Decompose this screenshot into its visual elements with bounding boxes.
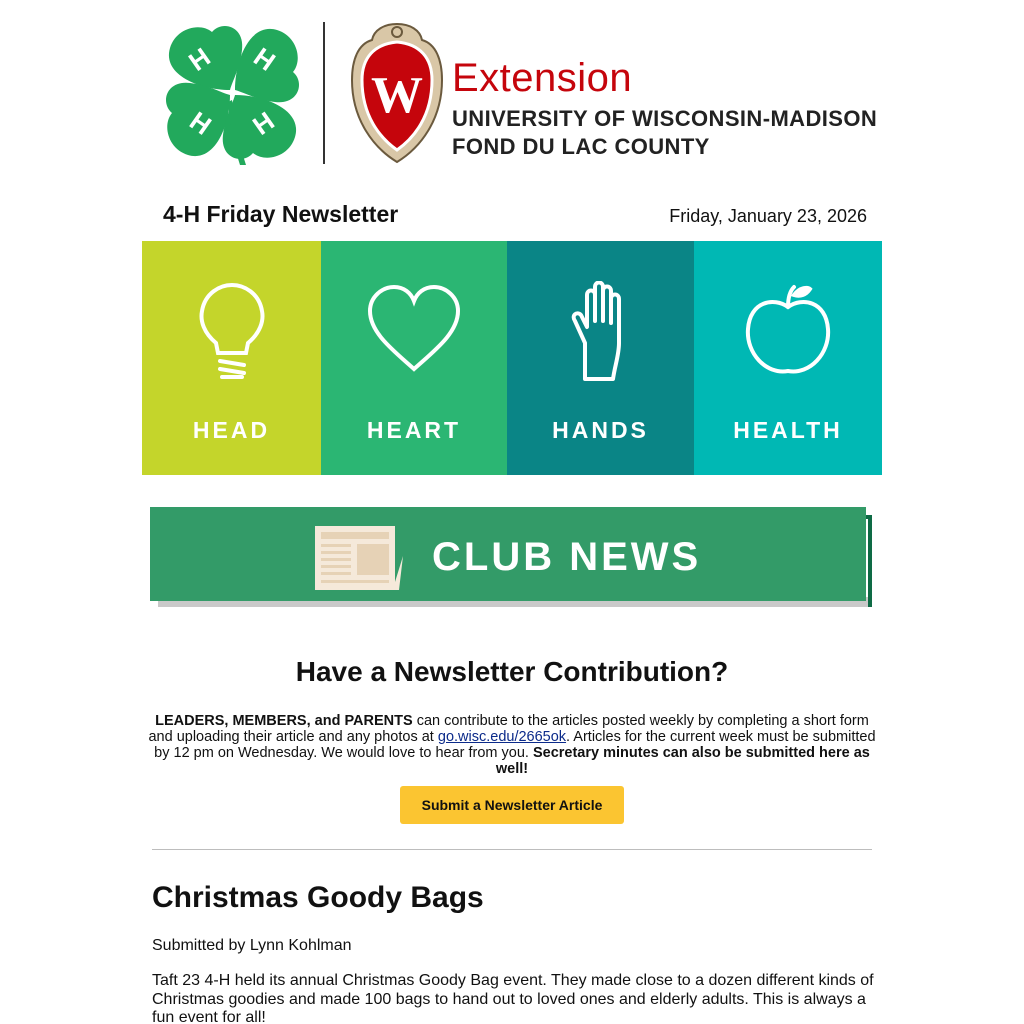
submit-article-button[interactable]: Submit a Newsletter Article (400, 786, 624, 824)
heart-icon (364, 281, 464, 381)
contribution-link[interactable]: go.wisc.edu/2665ok (437, 729, 567, 745)
logo-divider (323, 22, 325, 164)
newspaper-icon (315, 526, 403, 590)
uw-crest-logo (350, 20, 444, 166)
contribution-lead: LEADERS, MEMBERS, and PARENTS (155, 713, 413, 729)
university-line: UNIVERSITY OF WISCONSIN-MADISON (452, 106, 878, 131)
article-body: Taft 23 4-H held its annual Christmas Goody Bag event. They made close to a dozen different kinds of Christmas goodies and made 100 bags to hand out to loved ones and elderly adults. This is always a fun event for all! (152, 972, 874, 1024)
health-panel (694, 241, 882, 475)
contribution-tail: Secretary minutes can also be submitted here as well! (495, 745, 870, 777)
contribution-heading: Have a Newsletter Contribution? (295, 656, 729, 687)
hands-label: HANDS (552, 417, 649, 443)
lightbulb-icon (182, 281, 282, 381)
contribution-text-2: . Articles for the current week must be submitted by 12 pm on Wednesday. We would love to hear from you. (154, 729, 876, 761)
contribution-text (146, 713, 878, 777)
newsletter-title: 4-H Friday Newsletter (163, 201, 399, 227)
club-news-label: CLUB NEWS (432, 535, 702, 579)
clover-h-4: H (247, 105, 280, 141)
4h-clover-logo (160, 20, 305, 165)
contribution-text-1: can contribute to the articles posted weekly by completing a short form and uploading their article and any photos at (148, 713, 869, 745)
hand-icon (551, 281, 651, 381)
heart-label: HEART (366, 417, 462, 443)
extension-word: Extension (452, 56, 633, 100)
crest-letter: W (371, 67, 423, 124)
newsletter-date: Friday, January 23, 2026 (669, 206, 867, 226)
club-news-panel (150, 507, 866, 601)
hands-panel (507, 241, 694, 475)
head-label: HEAD (192, 417, 271, 443)
heart-panel (321, 241, 507, 475)
article-title: Christmas Goody Bags (152, 881, 484, 914)
head-panel (142, 241, 321, 475)
four-h-banner (142, 241, 882, 475)
section-divider (152, 849, 872, 850)
article-byline: Submitted by Lynn Kohlman (152, 937, 352, 954)
clover-h-2: H (248, 41, 281, 77)
clover-h-1: H (183, 41, 216, 77)
club-news-banner (150, 507, 878, 613)
health-label: HEALTH (733, 417, 843, 443)
county-line: FOND DU LAC COUNTY (452, 134, 710, 159)
header-logos (160, 18, 880, 168)
apple-icon (738, 281, 838, 381)
clover-h-3: H (184, 105, 217, 141)
